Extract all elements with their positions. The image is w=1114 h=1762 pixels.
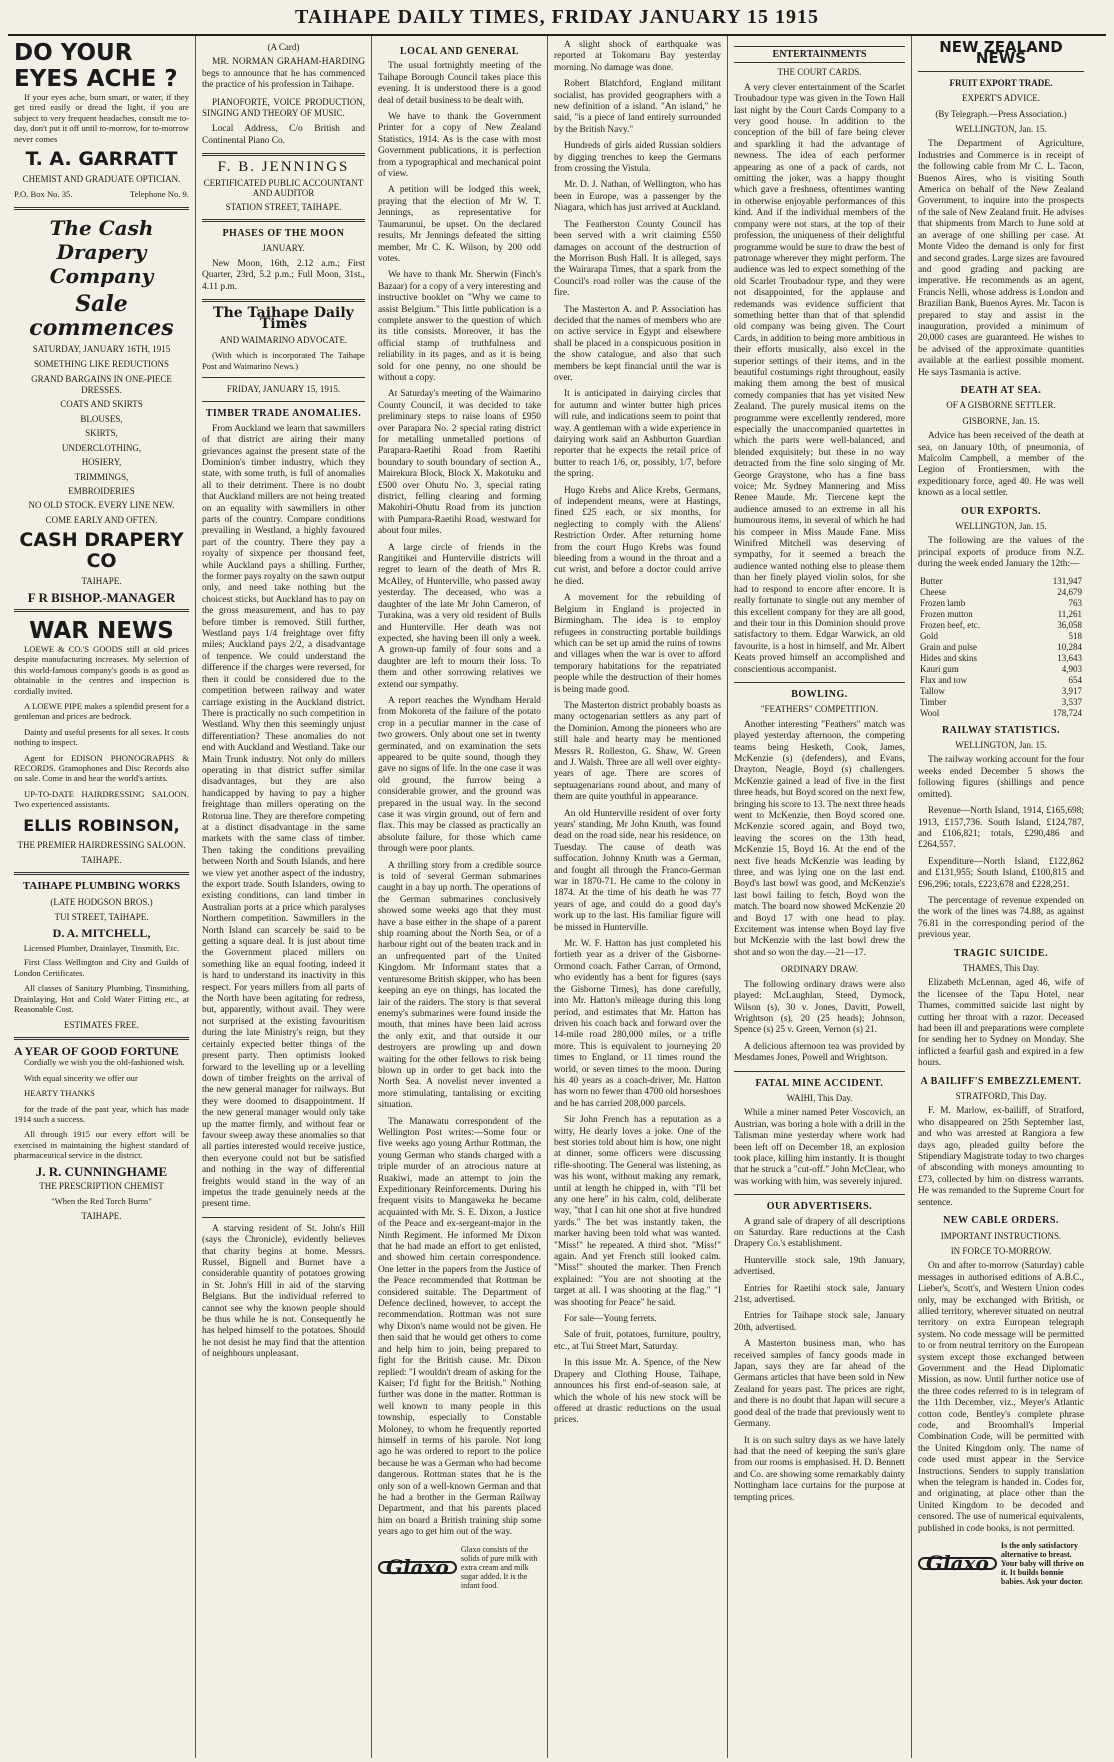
card-lessons: PIANOFORTE, VOICE PRODUCTION, SINGING AND THEORY OF MUSIC. bbox=[202, 96, 365, 119]
year-paragraph: With equal sincerity we offer our bbox=[24, 1072, 138, 1083]
plumbing-name: D. A. MITCHELL, bbox=[52, 925, 151, 940]
local-general-paragraph: The Manawatu correspondent of the Wellington Post writes:—Some four or five weeks ago young Arthur Rottman, the young German who stands charged with a triple murder of an atrocious nature at Ruakiwi, made an attempt to join the Expeditionary Reinforcements. During his frequent visits to Mangaweka he became acquainted with Mr. S. E. Dixon, a Justice of the Peace and ex-sergeant-major in the Ninth Regiment. He informed Mr Dixon that he had made an effort to get enlisted, and showed him certain correspondence. One letter in the papers from the Justice of the Peace recommended that Rottman be considered suitable. The Department of Defence declined, however, to accept the recommendation. Rottman was not sure why Dixon's name would not be given. He then said that he would get others to come and help him to join, being prepared to fight for the British cause. Mr. Dixon replied: "I wouldn't dream of asking for the Kaiser; I'd fight for the British." Nothing further was done in the matter. Rottman is well known to many people in this township, especially to Constable Moloney, to whom he frequently reported himself in terms of his parole. Not long ago he was ordered to report to the police because he was a German who had become dangerous. Rottman states that he is the only son of a well-known German and that he had a brother in the German Railway Department, and that his parents placed him on board a British training ship some years ago to get him out of the way. bbox=[378, 1116, 541, 1538]
plumbing-late: (LATE HODGSON BROS.) bbox=[50, 896, 153, 907]
exports-row bbox=[918, 686, 1084, 697]
export-value: 518 bbox=[1068, 630, 1082, 641]
export-value: 654 bbox=[1068, 674, 1082, 685]
exports-row bbox=[918, 587, 1084, 598]
advertiser-paragraph: Entries for Taihape stock sale, January 20th, advertised. bbox=[734, 1311, 905, 1333]
railway-paragraph: Expenditure—North Island, £122,862 and £131,955; South Island, £100,815 and £96,296; totals, £223,678 and £228,251. bbox=[918, 856, 1084, 890]
paper-note: (With which is incorporated The Taihape Post and Waimarino News.) bbox=[202, 350, 365, 371]
glaxo-right-text: Is the only satisfactory alternative to breast. Your baby will thrive on it. It builds bonnie babies. Ask your doctor. bbox=[1000, 1541, 1084, 1587]
cunningham-name: J. R. CUNNINGHAME bbox=[35, 1163, 168, 1179]
column-4 bbox=[548, 36, 728, 1758]
year-paras bbox=[14, 1057, 189, 1160]
glaxo-ad-right bbox=[918, 1541, 1084, 1586]
bailiff-para: F. M. Marlow, ex-bailiff, of Stratford, who disappeared on 25th September last, and who was arrested at Rangiora a few days ago, pleaded guilty before the Stipendiary Magistrate today to two charges of absconding with moneys amounting to £73, collected by him on distress warrants. He was remanded to the Supreme Court for sentence. bbox=[918, 1106, 1084, 1208]
news-paragraph: Mr. D. J. Nathan, of Wellington, who has been in Europe, was a passenger by the Niagara, which has just arrived at Auckland. bbox=[554, 180, 721, 214]
column-3 bbox=[372, 36, 548, 1758]
exports-row bbox=[918, 697, 1084, 708]
war-news-title: WAR NEWS bbox=[29, 617, 174, 644]
local-general-paragraph: A large circle of friends in the Rangitikei and Hunterville districts will regret to learn of the death of Mrs R. McAlley, of Hunterville, who passed away yesterday. The deceased, who was a daughter of the late Mr John Cameron, of Turakina, was a very old resident of Bulls and Hunterville. Her death was not expected, she having been ill only a week. A grown-up family of four sons and a daughter are left to mourn their loss. To them and other sorrowing relatives we extend our sympathy. bbox=[378, 542, 541, 690]
sale-line: NO OLD STOCK. EVERY LINE NEW. bbox=[28, 500, 175, 511]
plumbing-cert: First Class Wellington and City and Guilds of London Certificates. bbox=[14, 957, 189, 978]
timber-title: TIMBER TRADE ANOMALIES. bbox=[205, 408, 362, 420]
advertisers-paras bbox=[734, 1217, 905, 1504]
local-general-paragraph: We have to thank Mr. Sherwin (Finch's Bazaar) for a copy of a very interesting and instructive booklet on "Why we came to assist Belgium." This little publication is a complete answer to the question of which its title consists. Moreover, it has the official stamp of truthfulness and reliability in its pages, and as it is being sold for one penny, no one should be without a copy. bbox=[378, 270, 541, 383]
export-name: Flax and tow bbox=[920, 674, 967, 685]
sale-date: SATURDAY, JANUARY 16TH, 1915 bbox=[32, 343, 171, 354]
cash-manager: F R BISHOP.-MANAGER bbox=[27, 589, 176, 605]
chemist-name: T. A. GARRATT bbox=[25, 148, 178, 171]
ellis-name: ELLIS ROBINSON, bbox=[23, 815, 180, 835]
export-name: Tallow bbox=[920, 685, 945, 696]
advertiser-paragraph: A Masterton business man, who has received samples of fancy goods made in Japan, says they are far ahead of the Germans articles that have been sold in New Zealand for years past. The prices are right, and there is no doubt that Japan will secure a good deal of the trade that previously went to Germany. bbox=[734, 1339, 905, 1430]
local-general-paragraph: The usual fortnightly meeting of the Taihape Borough Council takes place this evening. It is understood there is a good deal of detail business to be dealt with. bbox=[378, 61, 541, 106]
sale-line: COME EARLY AND OFTEN. bbox=[45, 514, 158, 525]
sale-line: COATS AND SKIRTS bbox=[60, 399, 143, 410]
starving-para: A starving resident of St. John's Hill (says the Chronicle), evidently believes that charity begins at home. Messrs. Russel, Bignell and Burnet have a considerable quantity of potatoes growing in St. John's Hill in aid of the starving Belgians. But the individual referred to cannot see why the known people should be thus while he is not. Consequently he has helped himself to the potatoes. Should he not desist he may find that the attention of neighbours unpleasant. bbox=[202, 1223, 365, 1360]
export-name: Hides and skins bbox=[920, 652, 977, 663]
column-5 bbox=[728, 36, 912, 1758]
export-value: 4,903 bbox=[1061, 663, 1082, 674]
divider bbox=[734, 1071, 905, 1072]
chemist-phone: Telephone No. 9. bbox=[129, 189, 189, 200]
export-name: Frozen mutton bbox=[920, 608, 973, 619]
export-name: Gold bbox=[920, 630, 938, 641]
sale-title: Sale commences bbox=[29, 290, 174, 341]
news-paragraph: Hugo Krebs and Alice Krebs, Germans, of independent means, were at Hastings, fined £25 each, or six months, for neglecting to comply with the Aliens' Restriction Order. After returning home from the court Hugo Krebs was found bleeding from a wound in the throat and a cut wrist, and before a doctor could arrive he died. bbox=[554, 485, 721, 587]
fatal-place: WAIHI, This Day. bbox=[786, 1092, 853, 1103]
sale-line: HOSIERY, bbox=[81, 457, 122, 468]
expert-place: WELLINGTON, Jan. 15. bbox=[955, 124, 1047, 135]
masthead: TAIHAPE DAILY TIMES, FRIDAY JANUARY 15 1915 bbox=[8, 0, 1106, 36]
card-text: MR. NORMAN GRAHAM-HARDING begs to announce that he has commenced the practice of his profession in Taihape. bbox=[202, 57, 365, 91]
railway-paras bbox=[918, 755, 1084, 941]
sale-line: EMBROIDERIES bbox=[68, 485, 135, 496]
year-paragraph: All through 1915 our every effort will be exercised in maintaining the highest standard of pharmaceutical service in the district. bbox=[14, 1129, 189, 1161]
eyes-ad-title: DO YOUR EYES ACHE ? bbox=[14, 40, 178, 92]
export-value: 131,947 bbox=[1052, 575, 1082, 586]
chemist-contact bbox=[14, 189, 189, 200]
fatal-para: While a miner named Peter Voscovich, an Austrian, was boring a hole with a drill in the Talisman mine yesterday where work had been left off on December 18, an explosion took place, killing him instantly. It is thought that he struck a "cut-off." John McClear, who was working with him, was severely injured. bbox=[734, 1108, 905, 1187]
jennings-role: CERTIFICATED PUBLIC ACCOUNTANT AND AUDITOR bbox=[203, 177, 364, 199]
bowling-title: BOWLING. bbox=[791, 688, 848, 700]
export-value: 36,058 bbox=[1057, 619, 1082, 630]
column-2 bbox=[196, 36, 372, 1758]
cable-sub2: IN FORCE TO-MORROW. bbox=[950, 1245, 1052, 1256]
export-value: 11,261 bbox=[1057, 608, 1082, 619]
exports-row bbox=[918, 620, 1084, 631]
year-paragraph: HEARTY THANKS bbox=[24, 1088, 95, 1099]
ellis-town: TAIHAPE. bbox=[81, 855, 122, 866]
timber-paras bbox=[202, 424, 365, 1211]
news-paragraph: Hundreds of girls aided Russian soldiers by digging trenches to keep the Germans from crossing the Vistula. bbox=[554, 141, 721, 175]
court-cards-title: THE COURT CARDS. bbox=[777, 67, 862, 78]
war-news-paragraph: Dainty and useful presents for all sexes. It costs nothing to inspect. bbox=[14, 726, 189, 748]
cash-drapery-title: The Cash Drapery Company bbox=[49, 215, 154, 288]
war-news-paragraph: LOEWE & CO.'S GOODS still at old prices despite manufacturing increases. My selection of this world-famous company's goods is as good as obtainable in the centres and inspection is cordially invited. bbox=[14, 643, 189, 696]
suicide-place: THAMES, This Day. bbox=[962, 962, 1040, 973]
cash-town: TAIHAPE. bbox=[81, 576, 122, 587]
cable-title: NEW CABLE ORDERS. bbox=[943, 1215, 1059, 1227]
card-address: Local Address, C/o British and Continental Piano Co. bbox=[202, 124, 365, 146]
exports-row bbox=[918, 576, 1084, 587]
export-value: 13,643 bbox=[1057, 652, 1082, 663]
export-value: 3,537 bbox=[1061, 696, 1082, 707]
divider bbox=[14, 207, 189, 210]
divider bbox=[734, 1194, 905, 1195]
advertisers-title: OUR ADVERTISERS. bbox=[766, 1201, 873, 1213]
export-name: Grain and pulse bbox=[920, 641, 977, 652]
war-news-paragraph: UP-TO-DATE HAIRDRESSING SALOON. Two experienced assistants. bbox=[14, 788, 189, 810]
plumbing-trade: Licensed Plumber, Drainlayer, Tinsmith, Etc. bbox=[23, 943, 180, 954]
suicide-para: Elizabeth McLennan, aged 46, wife of the licensee of the Tapu Hotel, near Thames, committed suicide last night by cutting her throat with a razor. Deceased had been ill and preparations were complete for sending her to Sydney on Monday. She inflicted a fearful gash and expired in a few hours. bbox=[918, 978, 1084, 1069]
railway-title: RAILWAY STATISTICS. bbox=[941, 724, 1061, 736]
export-name: Wool bbox=[920, 707, 940, 718]
death-sub: OF A GISBORNE SETTLER. bbox=[946, 400, 1056, 411]
exports-row bbox=[918, 609, 1084, 620]
chemist-box: P.O. Box No. 35. bbox=[14, 189, 73, 200]
bailiff-title: A BAILIFF'S EMBEZZLEMENT. bbox=[920, 1075, 1082, 1087]
news-paragraph: In this issue Mr. A. Spence, of the New Drapery and Clothing House, Taihape, announces his first end-of-season sale, at which the whole of his new stock will be offered at drastic reductions on the usual prices. bbox=[554, 1358, 721, 1426]
sale-lines bbox=[14, 359, 189, 526]
exports-title: OUR EXPORTS. bbox=[960, 505, 1042, 517]
local-general-title: LOCAL AND GENERAL bbox=[399, 46, 520, 57]
jennings-street: STATION STREET, TAIHAPE. bbox=[225, 202, 342, 213]
railway-paragraph: The percentage of revenue expended on the work of the lines was 74.88, as against 76.81 in the corresponding period of the previous year. bbox=[918, 895, 1084, 941]
export-name: Kauri gum bbox=[920, 663, 959, 674]
exports-para: The following are the values of the principal exports of produce from N.Z. during the week ended January the 12th:— bbox=[918, 536, 1084, 570]
divider bbox=[918, 71, 1084, 72]
sale-line: SOMETHING LIKE REDUCTIONS bbox=[34, 359, 169, 370]
news-paragraph: For sale—Young ferrets. bbox=[564, 1314, 657, 1325]
court-cards-para: A very clever entertainment of the Scarlet Troubadour type was given in the Town Hall last night by the Court Cards Company to a very good house. In addition to the conception of the bill of fare being clever and sparkling it had the advantage of newness. The idea of each performer appearing as one of a pack of cards, not omitting the joker, was a happy thought which gave a freshness, oftentimes wanting in otherwise enjoyable performances of this kind. And if the individual members of the company were not stars, at the top of their profession, the uniqueness of their delightful programme would be sure to draw the best of patronage wherever they might perform. The audience was led to expect something of the old Scarlet Troubadour type, and they were not disappointed, for the applause and redemands was evidence sufficient that something better than that of that splendid old company was being given. The Court Cards, in addition to being more ambitious in their efforts musically, also excel in the superior settings of their items, and in the beautiful costumings right throughout, easily making them among the best of musical comedy companies that has yet visited New Zealand. The purely musical items on the programme were excellently rendered, more especially the unaccompanied quartettes in which the parts were well-balanced, and blended exquisitely; but these in no way detracted from the fine solo singing of Mr. George Graystone, who has a fine bass voice; Mr. Sydney Mannering and Miss Renee Maude. Mr. Tiercene kept the audience amused to an extreme in all his humourous items, in several of which he had his compeer in Miss Maude Fane. Miss Winifred Mitchell was deserving of sympathy, for it seemed a breach the audience wanted nothing else to please them than her finely played violin solos, for she had to respond to encore after encore. It is really fortunate to single out any member of this excellent company for they are all good, and their tour in this Dominion should prove satisfactory to them. Edgar Warwick, an old favourite, is a host in himself, and Mr. Albert Keats proved himself an accomplished and conscientious accompanist. bbox=[734, 82, 905, 675]
local-general-paragraph: We have to thank the Government Printer for a copy of New Zealand Statistics, 1914. As is the case with most Government publications, it is perfection from a typographical and mechanical point of view. bbox=[378, 112, 541, 180]
fatal-title: FATAL MINE ACCIDENT. bbox=[755, 1077, 884, 1089]
fruit-title: FRUIT EXPORT TRADE. bbox=[949, 77, 1053, 88]
year-paragraph: for the trade of the past year, which has made 1914 such a success. bbox=[14, 1103, 189, 1124]
export-value: 10,284 bbox=[1057, 641, 1082, 652]
exports-row bbox=[918, 598, 1084, 609]
news-paragraph: It is anticipated in dairying circles that for autumn and winter butter high prices will rule, and indications seem to point that way. A gentleman with a wide experience in dairying work said an Ashburton Guardian reporter that he expects the retail price of butter to reach 1/6, or, possibly, 1/7, before the spring. bbox=[554, 389, 721, 480]
chemist-role: CHEMIST AND GRADUATE OPTICIAN. bbox=[22, 174, 181, 185]
railway-place: WELLINGTON, Jan. 15. bbox=[955, 740, 1047, 751]
timber-paragraph: From Auckland we learn that sawmillers of that district are airing their many grievances against the present state of the Dominion's timber industry, which they state, with some truth, is full of anomalies all to their detriment. There is no doubt that Auckland millers are not being treated on an equality with sawmillers in other parts of the country. Compare conditions prevailing in Westland, a highly favoured part of the country. There they pay a royalty of sixpence per thousand feet, while Auckland pays a shilling. Further, the former pays royalty on the sawn output only, and need take nothing but the choicest sticks, but Auckland has to pay on the gross measurement, and has to pay before timber is removed. Still further, Westland pays 1/4 freightage over fifty miles; Auckland pays 2/2, a disadvantage of tenpence. We could understand the difference if the charges were reversed, for then it could be considered due to the competition between railway and water carriage existing in the Auckland district. There is practically no such competition in Westland. Why then this seemingly unjust differentiation? These anomalies do not end with Auckland and Westland. Take our Main Trunk industry. Not only do millers operating in that district suffer similar disadvantages, but they are also handicapped by having to pay a higher freightage than millers operating on the Rotorua line. They are therefore competing at a distinct disadvantage in the same markets with the same class of timber. Then taking the conditions prevailing between North and South Islands, and here we view yet another aspect of the industry, the export trade. South Islanders, owing to existing conditions, can land timber in Australian ports at a price which paralyses Northern competition. Sawmillers in the North Island can scarcely be said to be getting a square deal. It is just about time the Government placed millers on something like an equal footing, indeed it is hard to understand its inactivity in this respect. For years millers from all parts of the North have been agitating for redress, but, apparently, without avail. They were not surprised at the existing favouritism during the late Ministry's reign, but they certainly expected better things of the present party. Then optimists looked forward to the levelling up or a levelling down of timber freights on the arrival of the new general manager for railways. But they were doomed to disappointment. If the new general manager would only take up the matter firmly, and without fear or favour sweep away these anomalies so that all parties interested would receive justice, then everyone could not but be satisfied and nothing in the way of differential freights would stand in the way of an impetus the trade genuinely needs at the present time. bbox=[202, 423, 365, 1210]
export-name: Cheese bbox=[920, 586, 946, 597]
divider bbox=[202, 1217, 365, 1218]
export-name: Frozen lamb bbox=[920, 597, 966, 608]
death-para: Advice has been received of the death at sea, on January 10th, of pneumonia, of Malcolm Campbell, a member of the Legion of Frontiersmen, with the expeditionary force, aged 40. He was well known as a local settler. bbox=[918, 431, 1084, 499]
ordinary-para: The following ordinary draws were also played: McLaughlan, Steed, Dymock, Wilson (s), 30 v. Jones, Davitt, Powell, Wrightson (s), 20 (25 heads); Johnson, Spence (s) 25 v. Green, Vernon (s) 21. bbox=[734, 979, 905, 1036]
sale-line: SKIRTS, bbox=[85, 428, 118, 439]
cable-sub1: IMPORTANT INSTRUCTIONS. bbox=[940, 1230, 1062, 1241]
glaxo-logo: Glaxo bbox=[378, 1561, 457, 1574]
feathers-title: "FEATHERS" COMPETITION. bbox=[760, 704, 879, 715]
news-paragraph: The Featherston County Council has been served with a writ claiming £550 damages on account of the destruction of the Morrison Bush Hall. It is alleged, says the Wairarapa Times, that a spark from the Council's road roller was the cause of the fire. bbox=[554, 219, 721, 299]
cash-co: CASH DRAPERY CO bbox=[19, 529, 184, 573]
exports-row bbox=[918, 653, 1084, 664]
glaxo-ad-mid bbox=[378, 1545, 541, 1590]
plumbing-classes: All classes of Sanitary Plumbing, Tinsmithing, Drainlaying, Hot and Cold Water Fitting etc., at Reasonable Cost. bbox=[14, 983, 189, 1015]
glaxo-mid-text: Glaxo consists of the solids of pure milk with extra cream and milk sugar added. It is the infant food. bbox=[460, 1544, 538, 1590]
bowling-para: Another interesting "Feathers" match was played yesterday afternoon, the competing teams being Hesketh, Cook, James, McKenzie (s) (defenders), and Evans, Drayton, Neagle, Boyd (s) challengers. McKenzie gained a lead of five in the first three heads, but Boyd scored on the next few, bringing his score to 13. The next three heads went to McKenzie, then Boyd scored one. McKenzie scored again, and Boyd two, leaving the scores on the 13th head, McKenzie 15, Boyd 16. At the end of the next five heads McKenzie was leading by three, and was lying one on the last end. Boyd's last bowl was good, and McKenzie's last bowl failing to fetch, Boyd won the match. The board now showed McKenzie 20 and Boyd 17 with one head to play. Excitement was intense when Boyd lay five but McKenzie with the last bowl drew the shot and so won the day.—21—17. bbox=[734, 719, 905, 958]
sale-line: GRAND BARGAINS IN ONE-PIECE DRESSES. bbox=[31, 373, 172, 396]
year-paragraph: Cordially we wish you the old-fashioned wish. bbox=[24, 1057, 185, 1068]
local-general-paragraph: A petition will be lodged this week, praying that the election of Mr W. T. Jennings, as representative for Taumarunui, be upset. On the declared results, Mr Jennings defeated the sitting member, Mr C. K. Wilson, by 200 odd votes. bbox=[378, 185, 541, 264]
news-paragraph: A slight shock of earthquake was reported at Tokomaru Bay yesterday morning. No damage was done. bbox=[554, 40, 721, 73]
cable-para: On and after to-morrow (Saturday) cable messages in authorised editions of A.B.C., Lieber's, Scott's, and Western Union codes only, may be exchanged with British, or allied territory, wherever situated on neutral territory on extra European telegraph system. No code message will be permitted to or from neutral territory on the European system except those exchanged between Government and the Head Diplomatic Mission, as now. Until further notice use of the three codes referred to is in telegram of the 11th December, viz., Meyer's Atlantic cotton code, Bentley's complete phrase code, and Broomhall's Imperial Combination Code, will be permitted with the United Kingdom only. The name of code used must appear in the Service Instructions. Senders to supply translation when the telegram is handed in. Codes for, and originating, at place other than the United Kingdom to be decoded and censored. The use of numerical equivalents, published in code books, is not permitted. bbox=[918, 1261, 1084, 1534]
moon-text: New Moon, 16th, 2.12 a.m.; First Quarter, 23rd, 5.2 p.m.; Full Moon, 31st., 4.11 p.m. bbox=[202, 258, 365, 292]
divider bbox=[202, 401, 365, 402]
news-paragraph: The Masterton district probably boasts as many octogenarian settlers as any part of the Dominion. Among the pioneers who are still hale and hearty may be mentioned Messrs R. Rolleston, G. Shaw, W. Green and J. Walsh. Three are all well over eighty-years of age. There are scores of septuagenarians round about, and many of them are quite youthful in appearance. bbox=[554, 700, 721, 803]
export-name: Frozen beef, etc. bbox=[920, 619, 980, 630]
exports-row bbox=[918, 631, 1084, 642]
expert-byline: (By Telegraph.—Press Association.) bbox=[935, 108, 1067, 119]
advertiser-paragraph: Hunterville stock sale, 19th January, advertised. bbox=[734, 1255, 905, 1278]
cunningham-role: THE PRESCRIPTION CHEMIST bbox=[39, 1180, 164, 1191]
railway-paragraph: The railway working account for the four weeks ended December 5 shows the following figures (shillings and pence omitted). bbox=[918, 755, 1084, 800]
export-name: Butter bbox=[920, 575, 943, 586]
exports-row bbox=[918, 664, 1084, 675]
year-title: A YEAR OF GOOD FORTUNE bbox=[14, 1043, 179, 1058]
plumbing-estimates: ESTIMATES FREE. bbox=[63, 1019, 139, 1030]
ordinary-title: ORDINARY DRAW. bbox=[780, 964, 859, 975]
war-news-paragraph: Agent for EDISON PHONOGRAPHS & RECORDS. Gramophones and Disc Records also on sale. Come in and hear the world's artists. bbox=[14, 752, 189, 784]
exports-row bbox=[918, 642, 1084, 653]
death-place: GISBORNE, Jan. 15. bbox=[962, 415, 1040, 426]
sale-line: UNDERCLOTHING, bbox=[61, 442, 142, 453]
exports-table bbox=[918, 576, 1084, 719]
advertiser-paragraph: Entries for Raetihi stock sale, January 21st, advertised. bbox=[734, 1283, 905, 1306]
ellis-role: THE PREMIER HAIRDRESSING SALOON. bbox=[17, 839, 186, 850]
bailiff-place: STRATFORD, This Day. bbox=[955, 1091, 1047, 1102]
column-1 bbox=[8, 36, 196, 1758]
nz-news-title: NEW ZEALAND NEWS bbox=[939, 38, 1063, 68]
export-value: 178,724 bbox=[1052, 707, 1082, 718]
cunningham-town: TAIHAPE. bbox=[81, 1210, 122, 1221]
exports-place: WELLINGTON, Jan. 15. bbox=[955, 521, 1047, 532]
paper-title: The Taihape Daily Times bbox=[213, 304, 354, 333]
export-value: 3,917 bbox=[1061, 685, 1082, 696]
news-paragraph: A movement for the rebuilding of Belgium in England is projected in Birmingham. The idea is to employ refugees in constructing portable buildings which can be set up amid the ruins of towns and villages when the war is over to afford temporary habitations for the repatriated people while the destruction of their homes is being made good. bbox=[554, 593, 721, 695]
sale-line: TRIMMINGS, bbox=[74, 471, 129, 482]
divider bbox=[202, 377, 365, 378]
divider bbox=[202, 219, 365, 222]
jennings-name: F. B. JENNINGS bbox=[217, 159, 350, 176]
news-paragraph: The Masterton A. and P. Association has decided that the names of members who are on active service in Egypt and elsewhere shall be placed in a conspicuous position in the show catalogue, and also that such members be kept financial until the war is over. bbox=[554, 304, 721, 383]
sale-line: BLOUSES, bbox=[80, 413, 123, 424]
local-general-paras bbox=[378, 61, 541, 1538]
expert-para: The Department of Agriculture, Industries and Commerce is in receipt of the following cable from Mr C. L. Tacon, Buenos Aires, who is visiting South America on behalf of the New Zealand Government, to inquire into the prospects of the sale of New Zealand fruit. He advises that shipments from March to June sold at an average of one shilling per case. At Monte Video the demand is only for first and second grades. Large sizes are favoured and good grading and packing are imperative. He recommends as an agent, Francis Nelli, whose address is London and Brazilian Bank, Buenos Ayres. Mr. Tacon is prepared to stay and assist in the inauguration, provided a minimum of 20,000 cases are guaranteed. He wishes to be advised of the approximate quantities available at the earliest possible moment. He says Tasmania is active. bbox=[918, 139, 1084, 378]
news-paragraph: Robert Blatchford, England militant socialist, has provided geographers with a new definition of a island. "An island," he said, "is a piece of land entirely surrounded by the British Navy." bbox=[554, 79, 721, 135]
divider bbox=[202, 299, 365, 302]
war-news-paragraph: A LOEWE PIPE makes a splendid present for a gentleman and prices are bedrock. bbox=[14, 700, 189, 722]
news-paragraph: Sale of fruit, potatoes, furniture, poultry, etc., at Tui Street Mart, Saturday. bbox=[554, 1330, 721, 1352]
export-name: Timber bbox=[920, 696, 947, 707]
news-paragraph: Sir John French has a reputation as a witty, He dearly loves a joke. One of the best stories told about him is how, one night at dinner, some officers were discussing rifle-shooting. The General was listening, as was his wont, without making any remark, until at length he chipped in, with "I'll bet any one here" in his calm, cold, deliberate way, "that I can hit one shot at five hundred yards." The bet was instantly taken, the marker having been told what was wanted. "Miss!" he repeated. A third shot. "Miss!" again. And yet French still looked calm. "Miss!" shouted the marker. Then French explained: "You are not shooting at the target at all. I was shooting at the flag." "I was shooting for Peace" he said. bbox=[554, 1115, 721, 1308]
moon-month: JANUARY. bbox=[262, 243, 305, 254]
local-general-paragraph: A report reaches the Wyndham Herald from Mokoreta of the failure of the potato crop in a peculiar manner in the case of two growers. Only about one set in twenty germinated, and on examination the sets appeared to be quite sound, though they gave no signs of life. In the one case it was old ground, the furrow being a considerable grower, and the ground was prepared in the usual way. In the second case it was virgin ground, out of fern and flax. This may be classed as practically an absolute failure, for those which came through were poor plants. bbox=[378, 695, 541, 855]
cunningham-sign: "When the Red Torch Burns" bbox=[51, 1196, 152, 1207]
entertainments-title: ENTERTAINMENTS bbox=[734, 46, 905, 63]
advertiser-paragraph: It is on such sultry days as we have lately had that the need of keeping the sun's glare from our rooms is emphasised. H. D. Bennett and Co. are showing some remarkably dainty Nottingham lace curtains for the purpose at tempting prices. bbox=[734, 1435, 905, 1503]
news-paras bbox=[554, 40, 721, 1427]
card-label: (A Card) bbox=[267, 42, 300, 52]
eyes-ad-body: If your eyes ache, burn smart, or water, if they get tired easily or dread the light, if you are subject to very frequent headaches, consult me to-day, don't put it off until to-morrow, for to-morrow never comes bbox=[14, 92, 189, 144]
railway-paragraph: Revenue—North Island, 1914, £165,698; 1913, £157,736. South Island, £124,787, and £106,821; totals, £290,486 and £264,557. bbox=[918, 806, 1084, 851]
divider bbox=[14, 609, 189, 612]
death-title: DEATH AT SEA. bbox=[960, 384, 1042, 396]
war-news-paras bbox=[14, 644, 189, 810]
expert-title: EXPERT'S ADVICE. bbox=[961, 93, 1041, 104]
news-paragraph: Mr. W. F. Hatton has just completed his fortieth year as a driver of the Gisborne-Ormond coach. Father Carran, of Ormond, who evidently has a bent for figures (says the Gisborne Times), has done carefully, into Mr. Hatton's mileage during this long period, and estimates that Mr. Hatton has driven his coach back and forward over the 14-mile road 280,000 miles, or a trifle more. This is equivalent to journeying 20 times to England, or 11 times round the world, or seven times to the moon. During his 40 years as a coach-driver, Mr. Hatton has worn no fewer than 4700 old horseshoes and he has carried 208,000 parcels. bbox=[554, 939, 721, 1109]
glaxo-logo: Glaxo bbox=[918, 1557, 997, 1570]
local-general-paragraph: A thrilling story from a credible source is told of several German submarines caught in a bay up north. The operations of the German submarines conclusively showed some weeks ago that they must have a base either in the shape of a parent ship roaming about the North Sea, or of a harbour right out of the beaten track and in an unfrequented part of the United Kingdom. Mr Informant states that a venturesome British skipper, who has been keeping an eye on things, has located the lair of the raiders. The story is that several enemy's submarines were found inside the mouth, that mines have been laid across the only exit, and that outside it our destroyers are prowling up and down waiting for the other fellows to risk being blown up in order to get back into the North Sea. A novelist never invented a more stimulating, tantalising or exciting situation. bbox=[378, 860, 541, 1111]
plumbing-street: TUI STREET, TAIHAPE. bbox=[54, 912, 149, 923]
columns bbox=[8, 36, 1106, 1758]
advertiser-paragraph: A grand sale of drapery of all descriptions on Saturday. Rare reductions at the Cash Drapery Co.'s establishment. bbox=[734, 1216, 905, 1250]
moon-title: PHASES OF THE MOON bbox=[222, 227, 345, 239]
news-paragraph: An old Hunterville resident of over forty years' standing, Mr John Knuth, was found dead on the road side, near his residence, on Tuesday. The cause of death was suffocation. Johnny Knuth was a German, and fought all through the Franco-German war in 1870-71. He came to the colony in 1874. At the time of his death he was 77 years of age, and could do a good day's work up to the last. His familiar figure will be missed in Hunterville. bbox=[554, 808, 721, 933]
export-value: 24,679 bbox=[1057, 586, 1082, 597]
divider bbox=[14, 872, 189, 875]
local-general-paragraph: At Saturday's meeting of the Waimarino County Council, it was decided to take preliminary steps to raise loans of £950 over Parapara No. 2 special rating district for metalling unmetalled portions of Parapara-Raetihi Road from Raetihi boundary to south boundary of section A., Mairekura Block, Block X. Makotuku and £500 over Ohutu No. 3, special rating district, felling clearing and forming Makohiri-Ohutu Road from its junction with Pumpara-Raetihi Road, westward for about four miles. bbox=[378, 389, 541, 537]
suicide-title: TRAGIC SUICIDE. bbox=[953, 947, 1049, 959]
divider bbox=[14, 1037, 189, 1040]
column-6 bbox=[912, 36, 1090, 1758]
date-line: FRIDAY, JANUARY 15, 1915. bbox=[226, 383, 341, 394]
exports-row bbox=[918, 708, 1084, 719]
divider bbox=[734, 682, 905, 683]
exports-row bbox=[918, 675, 1084, 686]
paper-sub: AND WAIMARINO ADVOCATE. bbox=[219, 334, 348, 345]
afternoon-para: A delicious afternoon tea was provided by Mesdames Jones, Powell and Wrightson. bbox=[734, 1041, 905, 1064]
divider bbox=[202, 153, 365, 156]
plumbing-title: TAIHAPE PLUMBING WORKS bbox=[22, 880, 181, 893]
export-value: 763 bbox=[1068, 597, 1082, 608]
